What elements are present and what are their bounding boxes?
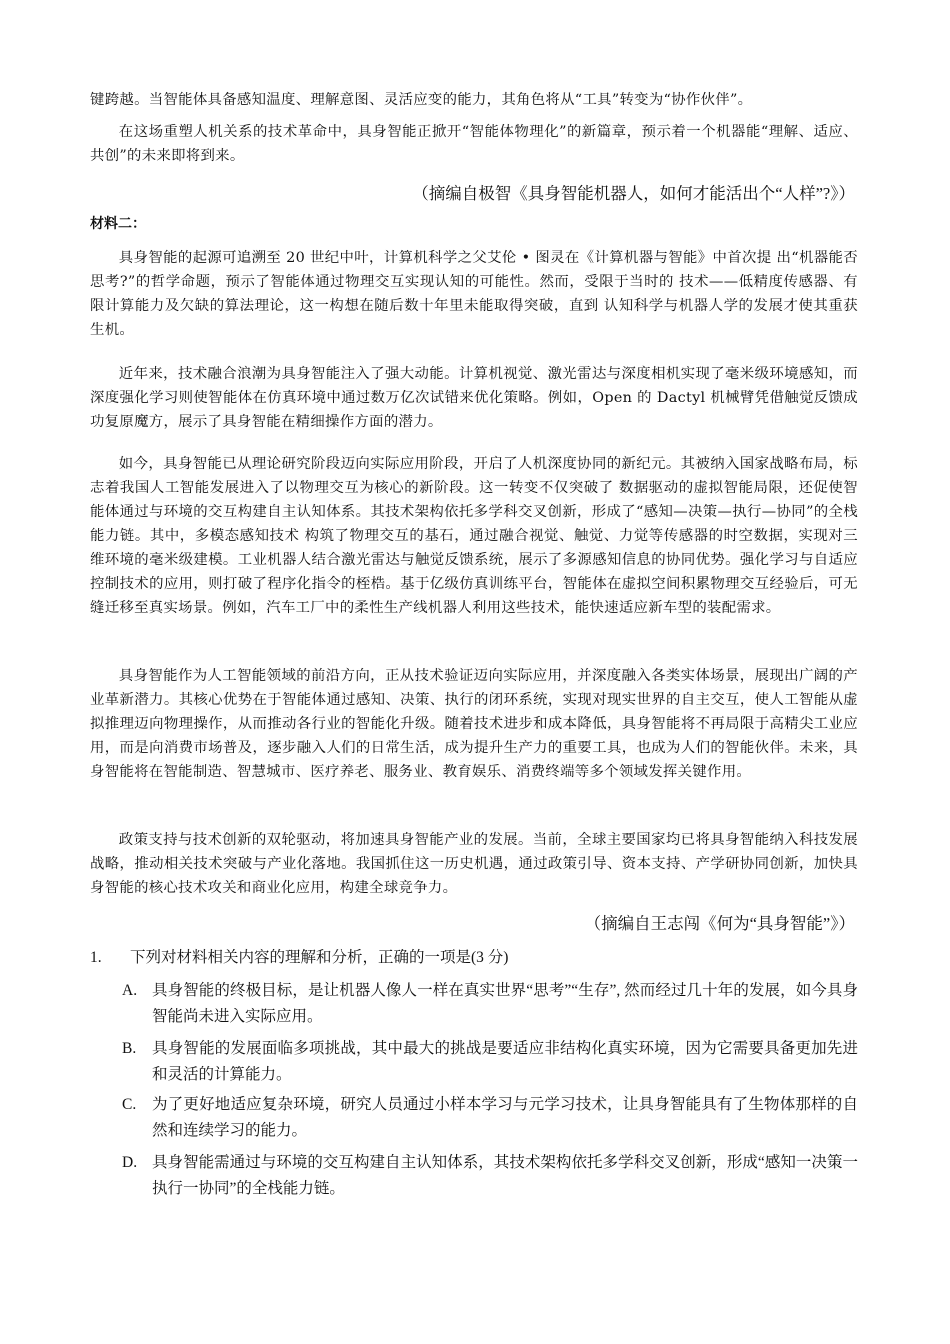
material1-source-citation: （摘编自极智《具身智能机器人，如何才能活出个“人样”?》） [412, 184, 855, 203]
material2-paragraph-5: 政策支持与技术创新的双轮驱动，将加速具身智能产业的发展。当前，全球主要国家均已将具身智能纳入科技发展战略，推动相关技术突破与产业化落地。我国抓住这一历史机遇，通过政策引导、资本支持、产学研协同创新，加快具身智能的核心技术攻关和商业化应用，构建全球竞争力。 [90, 832, 858, 896]
material2-source-citation: （摘编自王志闯《何为“具身智能”》） [584, 914, 855, 933]
question-1-stem [90, 946, 508, 970]
option-c[interactable] [122, 1092, 858, 1144]
option-label: C. [122, 1096, 137, 1113]
option-label: B. [122, 1040, 137, 1057]
option-text: 具身智能的发展面临多项挑战，其中最大的挑战是要适应非结构化真实环境，因为它需要具备更加先进和灵活的计算能力。 [152, 1040, 858, 1083]
material1-closing-paragraph: 在这场重塑人机关系的技术革命中，具身智能正掀开“智能体物理化”的新篇章，预示着一个机器能“理解、适应、共创”的未来即将到来。 [90, 124, 858, 164]
option-b[interactable] [122, 1036, 858, 1088]
material2-paragraph-2: 近年来，技术融合浪潮为具身智能注入了强大动能。计算机视觉、激光雷达与深度相机实现了毫米级环境感知，而深度强化学习则使智能体在仿真环境中通过数万亿次试错来优化策略。例如，Open 的 Dactyl 机械臂凭借触觉反馈成功复原魔方，展示了具身智能在精细操作方面的潜力。 [90, 366, 858, 430]
option-text: 具身智能的终极目标，是让机器人像人一样在真实世界“思考”“生存”, 然而经过几十年的发展，如今具身智能尚未进入实际应用。 [152, 982, 858, 1025]
material2-paragraph-3: 如今，具身智能已从理论研究阶段迈向实际应用阶段，开启了人机深度协同的新纪元。其被纳入国家战略布局，标志着我国人工智能发展进入了以物理交互为核心的新阶段。这一转变不仅突破了 数据驱动的虚拟智能局限，还促使智能体通过与环境的交互构建自主认知体系。其技术架构依托多学科交叉创新，形成了“感知—决策—执行—协同”的全栈能力链。其中，多模态感知技术 构筑了物理交互的基石，通过融合视觉、触觉、力觉等传感器的时空数据，实现对三维环境的毫米级建模。工业机器人结合激光雷达与触觉反馈系统，展示了多源感知信息的协同优势。强化学习与自适应控制技术的应用，则打破了程序化指令的桎梏。基于亿级仿真训练平台，智能体在虚拟空间积累物理交互经验后，可无缝迁移至真实场景。例如，汽车工厂中的柔性生产线机器人利用这些技术，能快速适应新车型的装配需求。 [90, 456, 858, 616]
option-text: 为了更好地适应复杂环境，研究人员通过小样本学习与元学习技术，让具身智能具有了生物体那样的自然和连续学习的能力。 [152, 1096, 858, 1139]
option-d[interactable] [122, 1150, 858, 1202]
option-a[interactable] [122, 978, 858, 1030]
material2-heading: 材料二： [90, 216, 146, 232]
material1-tail-paragraph: 键跨越。当智能体具备感知温度、理解意图、灵活应变的能力，其角色将从“工具”转变为“协作伙伴”。 [90, 92, 753, 108]
option-label: D. [122, 1154, 138, 1171]
option-label: A. [122, 982, 138, 999]
option-text: 具身智能需通过与环境的交互构建自主认知体系，其技术架构依托多学科交叉创新，形成“感知一决策一执行一协同”的全栈能力链。 [152, 1154, 858, 1197]
material2-paragraph-1: 具身智能的起源可追溯至 20 世纪中叶，计算机科学之父艾伦 • 图灵在《计算机器与智能》中首次提 出“机器能否思考?”的哲学命题，预示了智能体通过物理交互实现认知的可能性。然而，受限于当时的 技术——低精度传感器、有限计算能力及欠缺的算法理论，这一构想在随后数十年里未能取得突破，直到 认知科学与机器人学的发展才使其重获生机。 [90, 250, 858, 338]
question-text: 下列对材料相关内容的理解和分析，正确的一项是(3 分) [130, 949, 509, 966]
question-number: 1. [90, 949, 102, 966]
material2-paragraph-4: 具身智能作为人工智能领域的前沿方向，正从技术验证迈向实际应用，并深度融入各类实体场景，展现出广阔的产业革新潜力。其核心优势在于智能体通过感知、决策、执行的闭环系统，实现对现实世界的自主交互，使人工智能从虚拟推理迈向物理操作，从而推动各行业的智能化升级。随着技术进步和成本降低，具身智能将不再局限于高精尖工业应用，而是向消费市场普及，逐步融入人们的日常生活，成为提升生产力的重要工具，也成为人们的智能伙伴。未来，具身智能将在智能制造、智慧城市、医疗养老、服务业、教育娱乐、消费终端等多个领域发挥关键作用。 [90, 668, 858, 780]
